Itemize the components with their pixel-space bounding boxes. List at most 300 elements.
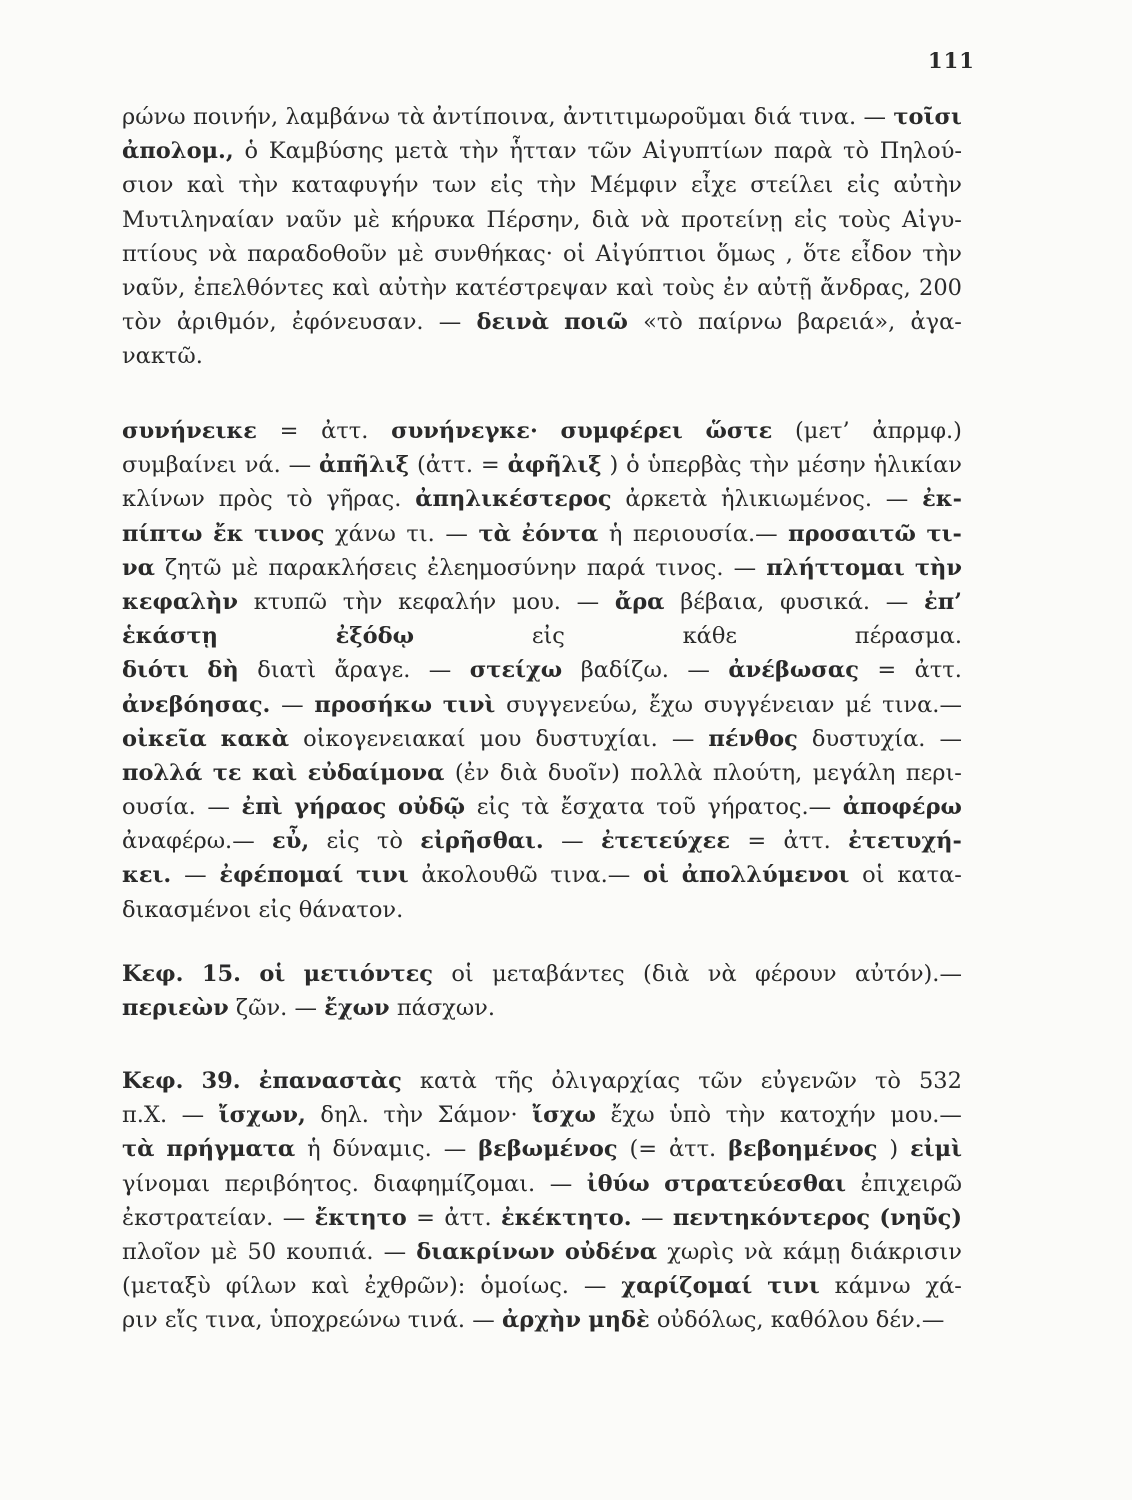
headword: συνήνεγκε·: [391, 418, 538, 444]
word: νακτῶ.: [122, 343, 203, 370]
word: —: [184, 862, 207, 889]
word: βαδίζω.: [580, 657, 669, 684]
word: παίρνω: [698, 309, 783, 336]
word: μὲ: [210, 1238, 238, 1265]
headword: ἐόντα: [521, 520, 599, 547]
word: ἡ: [307, 1136, 321, 1163]
word: ριν: [122, 1307, 158, 1334]
headword: ἐπ’: [924, 588, 962, 615]
word: δέν.—: [875, 1307, 945, 1334]
word: Μέμφιν: [589, 172, 678, 199]
word: βέβαια,: [680, 588, 765, 615]
word: μετὰ: [394, 138, 449, 165]
word: συγγένειαν: [703, 691, 835, 718]
word: ἀντιτιμωροῦμαι: [563, 104, 747, 130]
headword: ἀπηλικέστερος: [415, 486, 612, 513]
headword: ἀνεβόησας.: [122, 691, 271, 718]
headword: εἰμὶ: [910, 1136, 962, 1163]
word: κάμῃ: [782, 1238, 841, 1265]
headword: εὖ,: [272, 828, 310, 855]
headword: χαρίζομαί: [621, 1273, 753, 1300]
headword: ἀνέβωσας: [728, 657, 859, 684]
text-line: [122, 482, 962, 516]
word: δικασμένοι: [122, 896, 252, 923]
word: Αἰγύπτιοι: [595, 240, 707, 267]
headword: ἔκ: [212, 520, 244, 547]
word: ουσία.: [122, 794, 196, 821]
headword: τινὶ: [442, 691, 496, 718]
word: «τὸ: [643, 309, 683, 336]
word: 532: [918, 1068, 962, 1094]
word: ὁ: [626, 452, 640, 479]
word: ἄραγε.: [334, 657, 411, 684]
word: —: [383, 1238, 407, 1265]
word: τινα.—: [882, 691, 962, 718]
headword: οἱ: [643, 862, 669, 889]
word: ποινήν,: [193, 104, 279, 130]
word: χά-: [925, 1273, 962, 1300]
word: τὴν: [238, 172, 279, 199]
word: δύναμις.: [332, 1136, 432, 1163]
word: ὁ: [244, 138, 259, 165]
word: λαμβάνω: [285, 104, 390, 130]
word: εἶδον: [850, 240, 913, 267]
word: τοῦ: [656, 794, 696, 821]
word: οἱ: [862, 862, 885, 889]
text-line: [122, 203, 962, 237]
headword: προσαιτῶ: [788, 520, 916, 547]
word: τι.: [406, 520, 435, 547]
word: φέρουν: [755, 961, 837, 987]
text-line: [122, 722, 962, 756]
word: οἱ: [451, 961, 474, 987]
word: ἀττ.: [783, 828, 831, 855]
word: τὴν: [725, 1102, 766, 1129]
word: τὸ: [874, 1068, 901, 1094]
word: αὐτὴν: [893, 172, 962, 199]
headword: κεφαλὴν: [122, 588, 238, 615]
headword: ἔκτητο: [314, 1204, 407, 1231]
word: μὲ: [231, 554, 259, 581]
word: ὅτε: [803, 240, 841, 267]
word: ἀντίποινα,: [432, 104, 556, 130]
headword: Κεφ.: [122, 961, 184, 987]
headword: ἀπῆλιξ: [318, 452, 410, 479]
word: ἀπρμφ.): [872, 418, 962, 444]
word: —: [288, 452, 312, 479]
word: —: [671, 725, 695, 752]
headword: τινι: [767, 1273, 820, 1300]
word: παρά: [586, 554, 646, 581]
word: εἰς: [793, 206, 828, 233]
text-line: [122, 448, 962, 482]
word: κήρυκα: [391, 206, 475, 233]
word: τῆς: [494, 1068, 534, 1094]
word: ,: [785, 240, 793, 267]
word: —: [733, 554, 757, 581]
word: βαρειά»,: [797, 309, 896, 336]
word: —: [438, 309, 462, 336]
text-line: [122, 619, 962, 653]
word: ἐχθρῶν):: [364, 1273, 466, 1300]
headword: ἴσχω: [532, 1102, 596, 1129]
text-line: [122, 1132, 962, 1166]
word: ἀττ.: [321, 418, 369, 444]
word: ἐλεημοσύνην: [427, 554, 577, 581]
word: περιβόητος.: [224, 1170, 359, 1197]
word: —: [445, 520, 468, 547]
headword: ἄρα: [614, 588, 665, 615]
word: (μετ’: [795, 418, 850, 444]
text-line: [122, 1064, 962, 1098]
word: πάσχων.: [396, 995, 496, 1022]
word: ὅμως: [716, 240, 776, 267]
word: —: [687, 657, 710, 684]
text-line: [122, 991, 962, 1025]
headword: βεβοημένος: [728, 1136, 878, 1163]
headword: ἀπολλύμενοι: [681, 862, 850, 889]
word: —: [561, 828, 584, 855]
word: ἀττ.: [668, 1136, 717, 1163]
word: ἀττ.: [444, 1204, 492, 1231]
headword: διακρίνων: [416, 1238, 555, 1265]
word: νὰ: [707, 961, 737, 987]
word: ἀναφέρω.—: [122, 828, 255, 855]
word: εἰς: [490, 172, 524, 199]
paragraph-3: [122, 957, 962, 1025]
word: ναῦν,: [122, 274, 186, 301]
text-line: [122, 790, 962, 824]
word: παρὰ: [773, 138, 833, 165]
paragraph-2: [122, 414, 962, 927]
word: γήρατος.—: [707, 794, 832, 821]
word: ὑποχρεώνω: [269, 1307, 401, 1334]
word: δυστυχία.: [811, 725, 926, 752]
word: ἀρκετὰ: [625, 486, 708, 513]
word: καὶ: [311, 1273, 350, 1300]
word: αὐτόν).—: [854, 961, 962, 987]
word: κεφαλήν: [398, 588, 497, 615]
headword: ἐτετεύχεε: [600, 828, 731, 855]
word: (διὰ: [643, 961, 690, 987]
word: ἐφόνευσαν.: [291, 309, 424, 336]
headword: διότι: [122, 657, 189, 684]
word: μὲ: [353, 206, 380, 233]
word: ): [889, 1136, 899, 1163]
word: οἰκογενειακαί: [303, 725, 466, 752]
headword: πεντηκόντερος: [672, 1204, 871, 1231]
word: τοὺς: [838, 206, 891, 233]
text-line: [122, 756, 962, 790]
headword: τε: [212, 759, 242, 786]
word: τῶν: [698, 1068, 743, 1094]
headword: τινος: [254, 520, 325, 547]
text-line: [122, 585, 962, 619]
text-line: [122, 653, 962, 687]
text-line: [122, 134, 962, 168]
headword: πίπτω: [122, 520, 203, 547]
word: ἡλικίαν: [873, 452, 962, 479]
headword: ἰθύω: [586, 1170, 650, 1197]
word: γῆρας.: [326, 486, 402, 513]
word: τὰ: [521, 794, 550, 821]
headword: ἐτετυχή-: [848, 828, 962, 855]
headword: δεινὰ: [476, 309, 549, 336]
text-line: [122, 1235, 962, 1269]
word: δυστυχίαι.: [535, 725, 658, 752]
word: συνθήκας·: [434, 240, 553, 267]
word: διά: [753, 104, 792, 130]
word: —: [281, 691, 304, 718]
headword: ἐπὶ: [241, 794, 283, 821]
word: δηλ.: [320, 1102, 369, 1129]
word: φίλων: [225, 1273, 297, 1300]
text-line: [122, 1201, 962, 1235]
word: =: [279, 418, 299, 444]
word: —: [181, 1102, 205, 1129]
headword: τινι: [356, 862, 409, 889]
headword: οἱ: [259, 961, 286, 987]
word: αὐτὴν: [378, 274, 448, 301]
word: καὶ: [186, 172, 226, 199]
headword: ἔχων: [324, 995, 390, 1022]
headword: ποιῶ: [564, 309, 628, 336]
word: Μυτιληναίαν: [122, 206, 275, 233]
word: σιον: [122, 172, 174, 199]
word: παραδοθοῦν: [247, 240, 388, 267]
headword: στείχω: [469, 657, 563, 684]
text-line: [122, 305, 962, 339]
word: —: [863, 104, 887, 130]
word: κλίνων: [122, 486, 205, 513]
word: 50: [247, 1238, 277, 1265]
headword: Κεφ.: [122, 1068, 184, 1094]
word: (μεταξὺ: [122, 1273, 211, 1300]
word: ἀκολουθῶ: [421, 862, 538, 889]
page-number: 111: [928, 48, 975, 73]
headword: ἴσχων,: [218, 1102, 306, 1129]
word: κατοχήν: [779, 1102, 876, 1129]
word: =: [416, 1204, 435, 1231]
word: καὶ: [616, 274, 655, 301]
headword: να: [122, 554, 155, 581]
word: Σάμον·: [437, 1102, 518, 1129]
word: πρὸς: [218, 486, 273, 513]
word: εὐγενῶν: [760, 1068, 857, 1094]
headword: μηδὲ: [588, 1307, 650, 1334]
word: —: [428, 657, 452, 684]
word: καθόλου: [770, 1307, 869, 1334]
word: τὴν: [342, 588, 383, 615]
word: κάθε: [682, 623, 738, 650]
word: ὀλιγαρχίας: [551, 1068, 681, 1094]
word: τὰ: [397, 104, 425, 130]
headword: οὐδῷ: [398, 794, 466, 821]
word: μου: [479, 725, 522, 752]
word: νά.: [244, 452, 281, 479]
text-line: [122, 551, 962, 585]
headword: περιεὼν: [122, 995, 229, 1022]
headword: ἑκάστῃ: [122, 623, 218, 650]
word: ἄνδρας,: [820, 274, 911, 301]
headword: προσήκω: [314, 691, 433, 718]
word: ἐν: [723, 274, 749, 301]
word: κτυπῶ: [253, 588, 328, 615]
word: εἶχε: [690, 172, 737, 199]
word: —: [576, 588, 600, 615]
word: μου.—: [890, 1102, 962, 1129]
word: μέσην: [796, 452, 866, 479]
word: ζητῶ: [165, 554, 222, 581]
word: δυοῖν): [547, 759, 620, 786]
word: =: [877, 657, 897, 684]
headword: ἐφέπομαί: [219, 862, 344, 889]
word: τινα.—: [550, 862, 631, 889]
word: κατὰ: [419, 1068, 477, 1094]
headword: πολλά: [122, 759, 203, 786]
word: Πέρσην,: [486, 206, 581, 233]
headword: ἀφῆλιξ: [507, 452, 602, 479]
text-line: [122, 1167, 962, 1201]
word: πλοῖον: [122, 1238, 201, 1265]
headword: τοῖσι: [893, 104, 962, 130]
word: οὐδόλως,: [656, 1307, 764, 1334]
word: νὰ: [208, 240, 237, 267]
word: —: [443, 1136, 467, 1163]
word: Αἰγυ-: [902, 206, 962, 233]
word: καταφυγήν: [291, 172, 419, 199]
headword: δὴ: [207, 657, 239, 684]
headword: πρήγματα: [166, 1136, 296, 1163]
word: μέ: [845, 691, 872, 718]
word: ναῦν: [285, 206, 342, 233]
word: ἐκστρατείαν.: [122, 1204, 274, 1231]
word: πολλὰ: [630, 759, 703, 786]
word: (ἀττ.: [416, 452, 473, 479]
word: φυσικά.: [780, 588, 871, 615]
word: εἰς: [846, 172, 880, 199]
text-line: [122, 339, 962, 373]
word: τὸν: [122, 309, 162, 336]
word: ρώνω: [122, 104, 186, 130]
text-line: [122, 957, 962, 991]
word: ἔχω: [610, 1102, 655, 1129]
word: —: [294, 995, 317, 1022]
word: ἡ: [608, 520, 623, 547]
headword: πένθος: [708, 725, 798, 752]
text-line: [122, 168, 962, 202]
word: τινα.: [798, 104, 857, 130]
text-line: [122, 1303, 962, 1337]
word: κατα-: [897, 862, 962, 889]
text-line: [122, 688, 962, 722]
word: ): [609, 452, 619, 479]
word: —: [939, 725, 962, 752]
word: θάνατον.: [298, 896, 404, 923]
word: περιουσία.—: [632, 520, 778, 547]
word: συγγενεύω,: [506, 691, 639, 718]
text-line: [122, 824, 962, 858]
word: κάμνω: [834, 1273, 911, 1300]
word: πλούτη,: [712, 759, 803, 786]
word: προτείνῃ: [680, 206, 783, 233]
headword: κει.: [122, 862, 172, 889]
word: Αἰγυπτίων: [642, 138, 764, 165]
word: —: [207, 794, 230, 821]
text-line: [122, 858, 962, 892]
word: μεγάλη: [812, 759, 896, 786]
word: διὰ: [499, 759, 538, 786]
headword: ἀρχὴν: [501, 1307, 581, 1334]
headword: (νηῦς): [879, 1204, 962, 1231]
word: κατέστρεψαν: [455, 274, 608, 301]
word: Καμβύσης: [268, 138, 384, 165]
headword: ἀπολομ.,: [122, 138, 234, 165]
headword: τὰ: [478, 520, 511, 547]
text-line: [122, 1098, 962, 1132]
headword: ὥστε: [705, 418, 773, 444]
word: τὴν: [536, 172, 577, 199]
word: εἰς: [476, 794, 510, 821]
headword: καὶ: [252, 759, 298, 786]
word: γίνομαι: [122, 1170, 211, 1197]
headword: ἀποφέρω: [842, 794, 962, 821]
headword: εὐδαίμονα: [307, 759, 445, 786]
word: διάκρισιν: [850, 1238, 962, 1265]
word: κουπιά.: [286, 1238, 374, 1265]
word: ἐπελθόντες: [193, 274, 324, 301]
word: πτίους: [122, 240, 198, 267]
word: =: [747, 828, 767, 855]
text-line: [122, 414, 962, 448]
word: οἱ: [563, 240, 586, 267]
headword: οἰκεῖα: [122, 725, 207, 752]
word: ἀττ.: [914, 657, 962, 684]
word: διαφημίζομαι.: [373, 1170, 536, 1197]
word: —: [885, 486, 909, 513]
word: ἔσχατα: [560, 794, 645, 821]
paragraph-4: [122, 1064, 962, 1338]
word: π.Χ.: [122, 1102, 168, 1129]
word: —: [472, 1307, 495, 1334]
headword: εἰρῆσθαι.: [420, 828, 544, 855]
word: εἰς: [326, 828, 360, 855]
word: —: [549, 1170, 573, 1197]
word: καὶ: [332, 274, 371, 301]
word: των: [432, 172, 477, 199]
word: Πηλού-: [879, 138, 962, 165]
word: —: [282, 1204, 306, 1231]
headword: κακὰ: [220, 725, 290, 752]
headword: ἐκ-: [922, 486, 962, 513]
word: ἔχω: [648, 691, 693, 718]
word: τὸ: [843, 138, 870, 165]
headword: 39.: [201, 1068, 241, 1094]
word: τὴν: [459, 138, 499, 165]
headword: ἐπαναστὰς: [258, 1068, 402, 1094]
headword: 15.: [201, 961, 241, 987]
word: διατὶ: [257, 657, 317, 684]
word: μου.: [511, 588, 561, 615]
word: ἡλικιωμένος.: [720, 486, 873, 513]
word: τὸ: [376, 828, 403, 855]
word: παρακλήσεις: [268, 554, 418, 581]
word: =: [480, 452, 500, 479]
text-line: [122, 100, 962, 134]
word: τῶν: [587, 138, 632, 165]
word: (=: [629, 1136, 658, 1163]
word: χωρὶς: [667, 1238, 734, 1265]
